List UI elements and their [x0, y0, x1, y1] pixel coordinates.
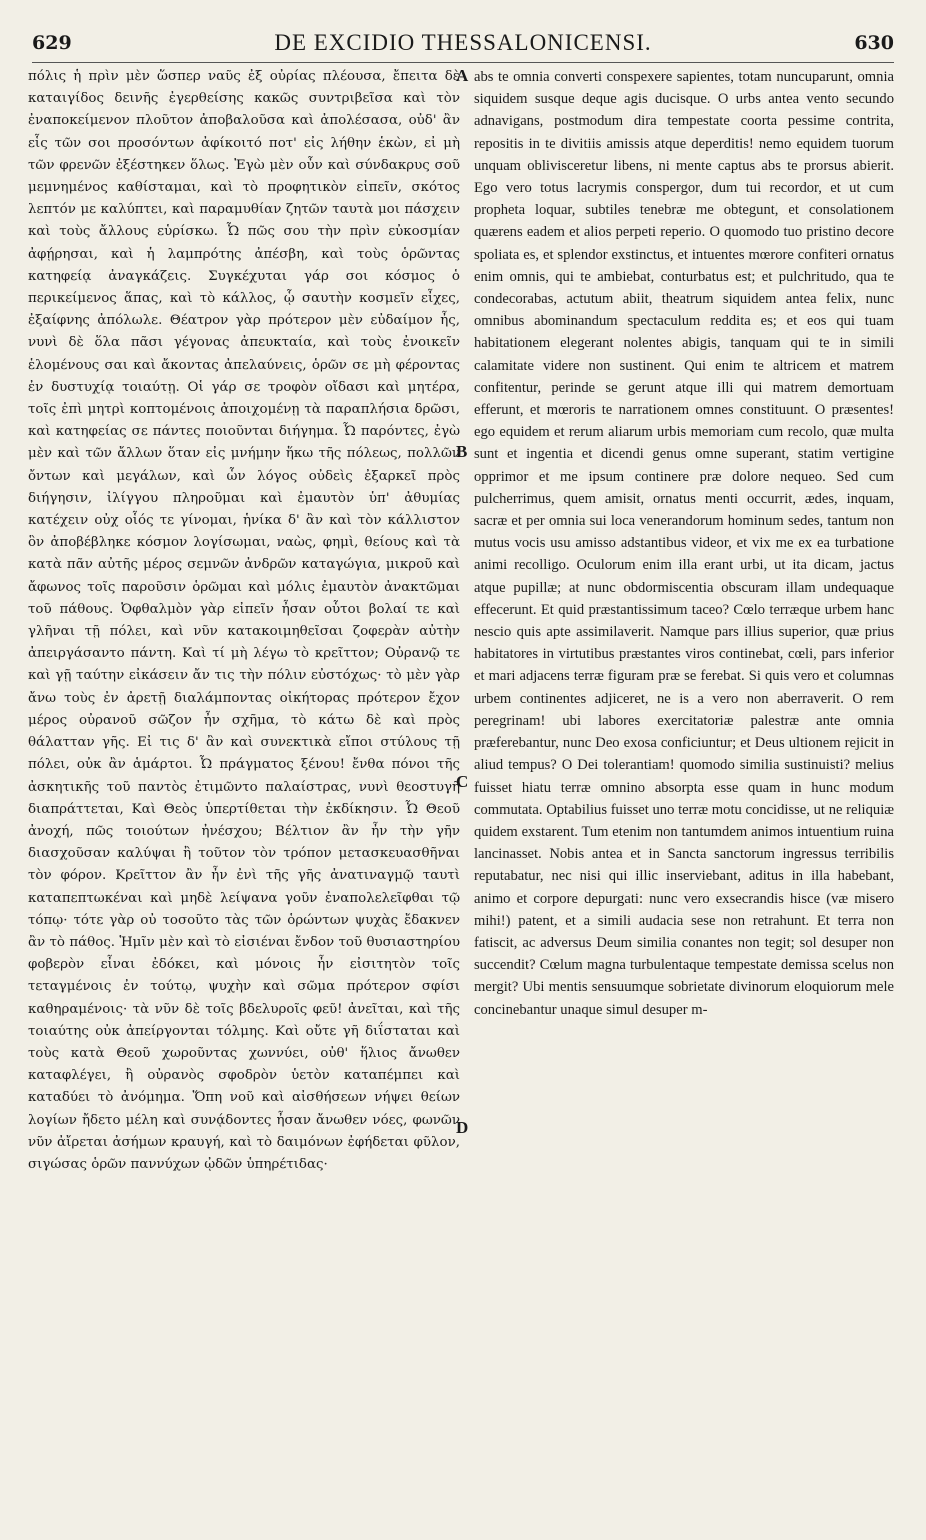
margin-marker-d: D [456, 1118, 469, 1137]
margin-marker-b: B [456, 442, 468, 461]
page-number-left: 629 [32, 32, 72, 54]
running-title: DE EXCIDIO THESSALONICENSI. [274, 30, 652, 55]
margin-marker-a: A [456, 66, 469, 85]
page-number-right: 630 [854, 32, 894, 54]
greek-text: πόλις ἡ πρὶν μὲν ὥσπερ ναῦς ἐξ οὐρίας πλέουσα, ἔπειτα δὲ καταιγίδος δεινῆς ἐγερθείσης κακῶς συντριβεῖσα καὶ τὸν ἐναποκείμενον πλοῦτον ἀποβαλοῦσα καὶ ἀπολέσασα, οὐδ' ἂν εἷς τῶν σοι προσόντων ἀφίκοιτό ποτ' εἰς λήθην ἑκὼν, εἰ μὴ τῶν φρενῶν ἐξέστηκεν ὅλως. Ἐγὼ μὲν οὖν καὶ σύνδακρυς σοῦ μεμνημένος καθίσταμαι, καὶ τὸ προφητικὸν εἰπεῖν, σκότος λεπτόν με καλύπτει, καὶ παραμυθίαν ζητῶν ταυτὰ μοι πάσχειν καὶ τοὺς ἄλλους εὑρίσκω. Ὦ πῶς σου τὴν πρὶν εὐκοσμίαν ἀφῄρησαι, καὶ ἡ λαμπρότης ἀπέσβη, καὶ τοὺς ὁρῶντας κατηφείᾳ ἀναγκάζεις. Συγκέχυται γάρ σοι κόσμος ὁ περικείμενος ἅπας, καὶ τὸ κάλλος, ᾧ σαυτὴν κοσμεῖν εἶχες, ἐξαίφνης ἀπόλωλε. Θέατρον γὰρ πρότερον μὲν εὐδαίμον ἦς, νυνὶ δὲ ὅλα πᾶσι γέγονας ἀπευκταία, καὶ τοὺς ἐνοικεῖν ἑλομένους σαι καὶ ἄκοντας ἀπελαύνεις, ὁρῶν σε μὴ φέροντας ἐν δυστυχίᾳ τοιαύτῃ. Οἱ γάρ σε τροφὸν οἴδασι καὶ μητέρα, τοῖς ἐπὶ μητρὶ κοπτομένοις ἀποιχομένῃ τὰ παραπλήσια δρῶσι, καὶ κατηφείας σε πάντες ποιοῦνται διήγημα. Ὦ παρόντες, ἐγὼ μὲν καὶ τῶν ἄλλων ὅταν εἰς μνήμην ἥκω τῆς πόλεως, πολλῶν ὄντων καὶ μεγάλων, καὶ ὧν λόγος οὐδεὶς ἐξαρκεῖ πρὸς διήγησιν, ἰλίγγου πληροῦμαι καὶ ἐμαυτὸν ὑπ' ἀθυμίας κατέχειν οὐχ οἷός τε γίνομαι, ἡνίκα δ' ἂν καὶ τὸν κάλλιστον ὃν ἀποβέβληκε κόσμον λογίσωμαι, ναὼς, φημὶ, θείους καὶ τὰ κατὰ πᾶν αὐτῆς μέρος σεμνῶν ἀνδρῶν καταγώγια, μικροῦ καὶ ἄφωνος τοῖς παροῦσιν ὁρῶμαι καὶ μόλις ἐμαυτὸν ἀνακτῶμαι τοῦ πάθους. Ὀφθαλμὸν γὰρ εἰπεῖν ἦσαν οὗτοι βολαί τε καὶ γλῆναι τῇ πόλει, καὶ νῦν κατακοιμηθεῖσαι ζοφερὰν αὐτὴν ἀπειργάσαντο πάντη. Καὶ τί μὴ λέγω τὸ κρεῖττον; Οὐρανῷ τε καὶ γῇ ταύτην εἰκάσειν ἄν τις τὴν πόλιν εὐστόχως· τὸ μὲν γὰρ ἄνω τοὺς ἐν ἀρετῇ διαλάμποντας οἰκήτορας πρότερον ἔχον μέρος οὐρανοῦ σῶζον ἦν σχῆμα, τὸ κάτω δὲ καὶ πρὸς θάλατταν γῆς. Εἰ τις δ' ἂν καὶ συνεκτικὰ εἴποι στύλους τῇ πόλει, οὐκ ἂν ἁμάρτοι. Ὦ πράγματος ξένου! ἔνθα πόνοι τῆς ἀσκητικῆς τοῦ παντὸς ἐτιμῶντο παλαίστρας, νυνὶ θεοστυγῆ διαπράττεται, Καὶ Θεὸς ὑπερτίθεται τὴν ἐκδίκησιν. Ὦ Θεοῦ ἀνοχή, πῶς τοιούτων ἠνέσχου; Βέλτιον ἂν ἦν τὴν γῆν διασχοῦσαν καλύψαι ἢ τοῦτον τὸν τρόπον μετασκευασθῆναι τὸν φόρον. Κρεῖττον ἂν ἦν ἐνὶ τῆς γῆς ἀνατιναγμῷ ταυτὶ καταπεπτωκέναι καὶ μηδὲ λείψανα γοῦν ἐναπολελεῖφθαι τῷ τόπῳ· τότε γὰρ οὐ τοσοῦτο τὰς τῶν ὁρώντων ψυχὰς ἔδακνεν ἂν τὸ πάθος. Ἡμῖν μὲν καὶ τὸ εἰσιέναι ἔνδον τοῦ θυσιαστηρίου φοβερὸν εἶναι ἐδόκει, καὶ μόνοις ἦν εἰσιτητὸν τοῖς τεταγμένοις ἐν τούτῳ, ψυχὴν καὶ σῶμα πρότερον σφίσι καθηραμένοις· τὰ νῦν δὲ τοῖς βδελυροῖς φεῦ! ἀνεῖται, καὶ τῆς τοιαύτης οὐκ ἀπείργονται τόλμης. Καὶ οὔτε γῆ διΐσταται καὶ τοὺς κατὰ Θεοῦ χωροῦντας χωννύει, οὐθ' ἥλιος ἄνωθεν καταφλέγει, ἢ οὐρανὸς σφοδρὸν ὑετὸν καταπέμπει καὶ καταδύει τὸ ἀνόμημα. Ὅπη νοῦ καὶ αἰσθήσεων νήψει θείων λογίων ἤδετο μέλη καὶ συνᾴδοντες ἦσαν ἄνωθεν νόες, φωνῶν νῦν ἀἴρεται ἀσήμων κραυγή, καὶ τὸ δαιμόνων ἐφήδεται φῦλον, σιγώσας ὁρῶν παννύχων ᾠδῶν ὑπηρέτιδας· [28, 69, 460, 1172]
page-header [32, 30, 894, 66]
header-rule [32, 62, 894, 63]
margin-marker-c: C [456, 772, 469, 791]
latin-text: abs te omnia converti conspexere sapientes, totam nuncuparunt, omnia siquidem susque deque agis ducisque. O urbs antea vento secundo adnavigans, postmodum dira tempestate coorta pessime contrita, repositis in te divitiis amissis atque deperditis! nemo equidem tuorum unquam oblivisceretur libens, ni mente captus abs te prorsus abierit. Ego vero totus lacrymis conspergor, dum tui recordor, et ut cum propheta loquar, subtiles tenebræ me obtegunt, et consolationem quærens eadem et alios perpeti reperio. O quomodo tuo pristino decore spoliata es, et splendor exstinctus, et intuentes mœrore confiteri ornatus enim omnis, qui te ambiebat, conturbatus est; et pulchritudo, qua te condecorabas, actutum abiit, theatrum siquidem antea felix, nunc omnibus abominandum spectaculum reddita es; et eos qui tuam habitationem elegerant nolentes abigis, tanquam qui te in simili calamitate videre non sustinent. Qui enim te altricem et matrem confitentur, perinde se gerunt atque illi qui matrem demortuam efferunt, et mœroris te narrationem omnes constituunt. O præsentes! ego equidem et rerum aliarum urbis memoriam cum recolo, quæ multa sunt et ingentia et dicendi genus omne superant, statim vertigine opprimor et me ipsum continere præ dolore nequeo. Sed cum pulcherrimus, quem amisit, ornatus menti occurrit, ædes, inquam, sacræ et per omnia sui loca venerandorum hominum sedes, tantum non mutus vocis usu amisso adstantibus videor, et vix me ex ea turbatione animi recolligo. Oculorum enim illa erant urbi, ut ita dicam, jactus atque pupillæ; at nunc obdormiscentia obscuram illam undequaque effecerunt. Et quid præstantissimum taceo? Cœlo terræque urbem hanc nescio quis apte assimilaverit. Namque pars illius superior, quæ prius habitatores in virtutibus præstantes viros continebat, cœli, pars inferior et mari adjacens terræ figuram præ se ferebat. Si quis vero et columnas urbem continentes adjiceret, ne is a vero non aberraverit. O rem peregrinam! ubi labores exercitatoriæ palestræ ante omnia præferebantur, nunc Deo exosa conficiuntur; et Deus ultionem rejicit in aliud tempus? O Dei tolerantiam! quomodo similia sustinuisti? melius fuisset hiatu terræ omnino absorpta esse quam in hunc modum commutata. Optabilius fuisset uno terræ motu concidisse, ut ne reliquiæ quidem exstarent. Tum etenim non tantumdem animos intuentium ruina lancinasset. Nobis antea et in Sancta sanctorum ingressus terribilis reputabatur, nec nisi qui illic inserviebant, aditus in illa habebant, animo et corpore depurgati: nunc vero exsecrandis hisce (væ misero mihi!) patent, et a simili audacia sese non retrahunt. Et terra non fatiscit, ac adversus Deum similia conantes non tegit; sol desuper non succendit? Cœlum magna turbulentaque tempestate demissa scelus non mergit? Ubi mentis sensuumque sobrietate divinorum eloquiorum mele concinebantur unaque simul desuper m- [474, 69, 894, 1018]
latin-column [474, 66, 894, 1528]
greek-column [28, 66, 460, 1528]
